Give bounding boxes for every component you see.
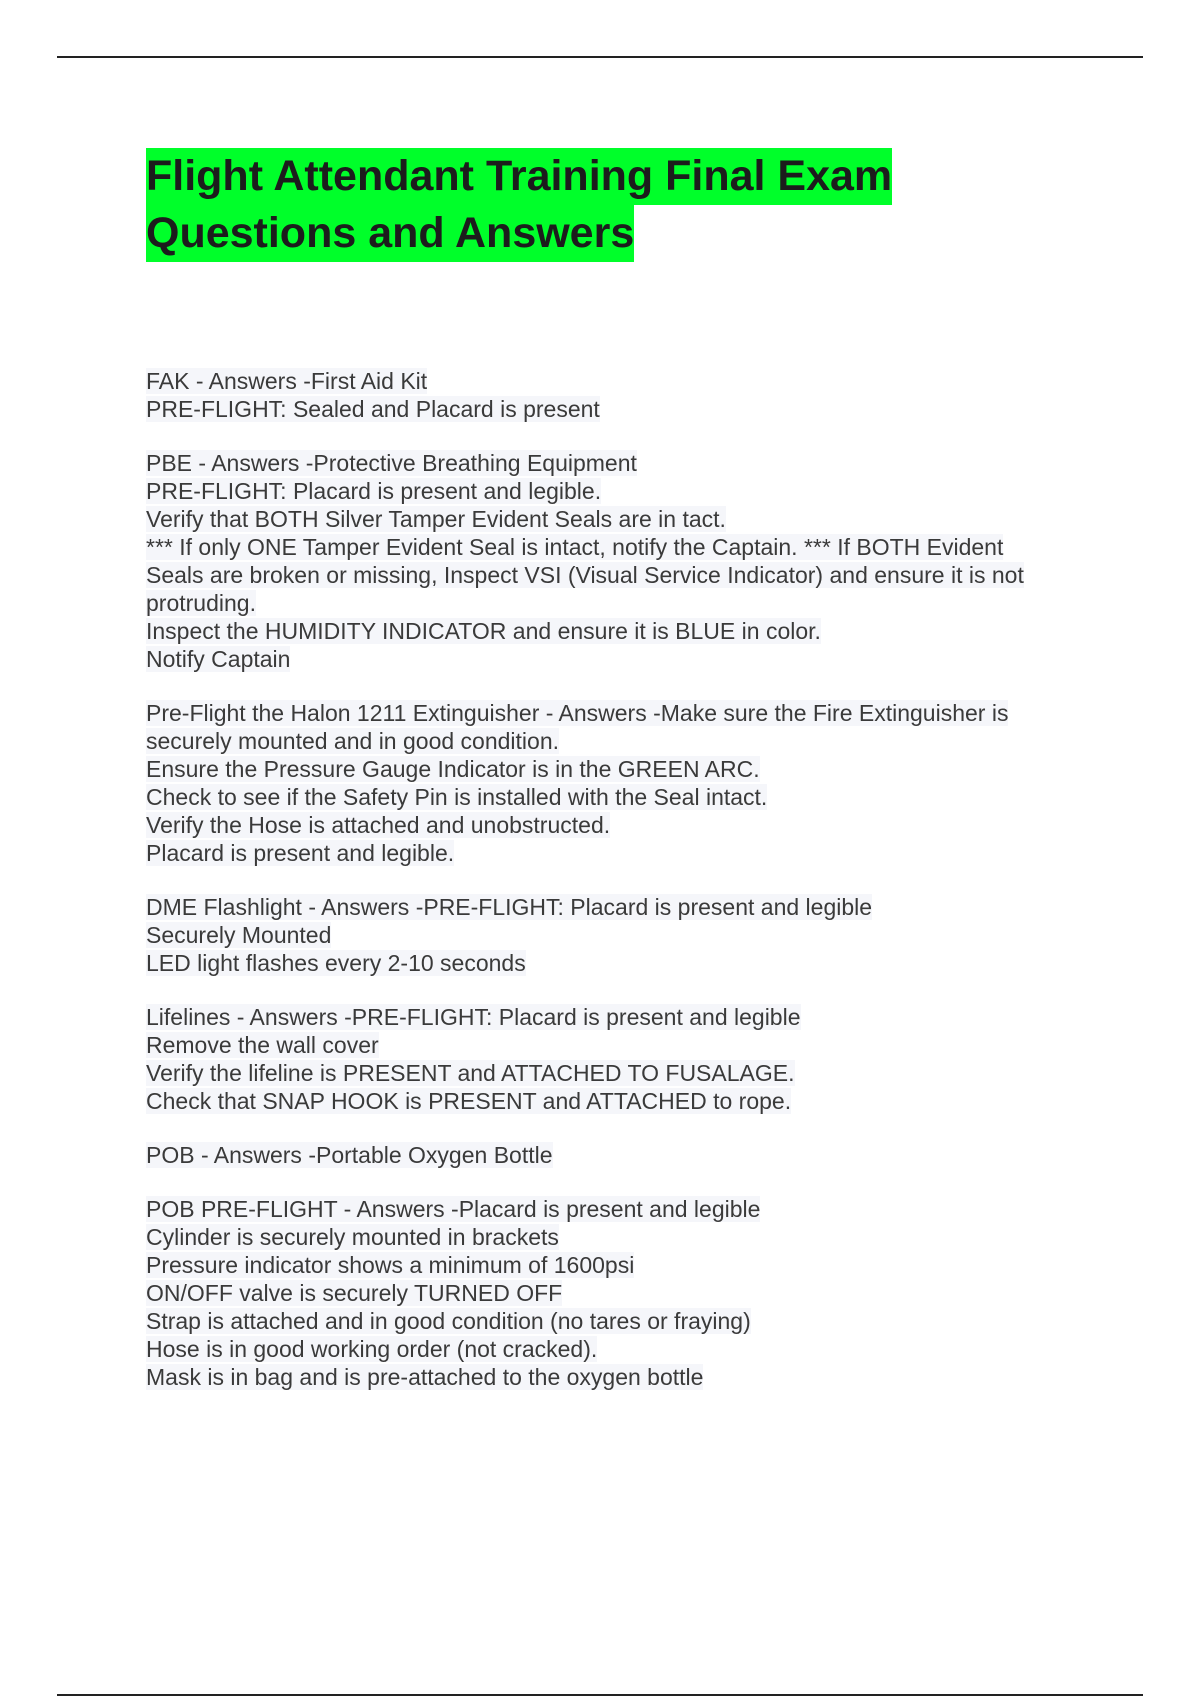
qa-line-text: Inspect the HUMIDITY INDICATOR and ensure it is BLUE in color. (146, 618, 821, 644)
qa-line-text: Ensure the Pressure Gauge Indicator is in the GREEN ARC. (146, 756, 760, 782)
qa-line-text: PRE-FLIGHT: Placard is present and legible. (146, 478, 602, 504)
qa-block (146, 1003, 1086, 1115)
qa-line (146, 1251, 1086, 1279)
qa-line-text: Notify Captain (146, 646, 291, 672)
qa-line (146, 783, 1086, 811)
qa-line-text: Check that SNAP HOOK is PRESENT and ATTACHED to rope. (146, 1088, 792, 1114)
qa-line (146, 395, 1086, 423)
qa-line-text: FAK - Answers -First Aid Kit (146, 368, 428, 394)
qa-block (146, 1195, 1086, 1391)
qa-line-text: Check to see if the Safety Pin is installed with the Seal intact. (146, 784, 768, 810)
qa-line-text: Cylinder is securely mounted in brackets (146, 1224, 559, 1250)
qa-line (146, 1141, 1086, 1169)
qa-line (146, 1279, 1086, 1307)
qa-line-text: protruding. (146, 590, 256, 616)
qa-line (146, 533, 1086, 561)
qa-line (146, 1363, 1086, 1391)
qa-line-text: Securely Mounted (146, 922, 332, 948)
qa-line (146, 1059, 1086, 1087)
qa-line (146, 561, 1086, 589)
qa-line-text: Pressure indicator shows a minimum of 1600psi (146, 1252, 635, 1278)
document-body (146, 367, 1086, 1417)
title-line-2: Questions and Answers (146, 205, 634, 262)
qa-line-text: PRE-FLIGHT: Sealed and Placard is present (146, 396, 600, 422)
qa-line (146, 727, 1086, 755)
qa-line-text: Verify the lifeline is PRESENT and ATTACHED TO FUSALAGE. (146, 1060, 795, 1086)
qa-line (146, 367, 1086, 395)
qa-line-text: LED light flashes every 2-10 seconds (146, 950, 526, 976)
qa-line (146, 505, 1086, 533)
qa-line (146, 921, 1086, 949)
qa-line-text: *** If only ONE Tamper Evident Seal is intact, notify the Captain. *** If BOTH Evident (146, 534, 1004, 560)
qa-line (146, 1031, 1086, 1059)
qa-line-text: DME Flashlight - Answers -PRE-FLIGHT: Placard is present and legible (146, 894, 873, 920)
qa-line-text: Remove the wall cover (146, 1032, 379, 1058)
qa-line (146, 645, 1086, 673)
qa-line-text: PBE - Answers -Protective Breathing Equipment (146, 450, 637, 476)
qa-line (146, 1307, 1086, 1335)
page-title (146, 148, 892, 262)
qa-line-text: Mask is in bag and is pre-attached to the oxygen bottle (146, 1364, 704, 1390)
qa-line-text: Seals are broken or missing, Inspect VSI (Visual Service Indicator) and ensure it is not (146, 562, 1024, 588)
title-line-1: Flight Attendant Training Final Exam (146, 148, 892, 205)
qa-line-text: Pre-Flight the Halon 1211 Extinguisher - Answers -Make sure the Fire Extinguisher is (146, 700, 1009, 726)
qa-line (146, 755, 1086, 783)
qa-line (146, 1003, 1086, 1031)
qa-block (146, 367, 1086, 423)
qa-line (146, 699, 1086, 727)
qa-line-text: Verify that BOTH Silver Tamper Evident Seals are in tact. (146, 506, 726, 532)
qa-line (146, 1335, 1086, 1363)
qa-line-text: POB - Answers -Portable Oxygen Bottle (146, 1142, 553, 1168)
footer-rule (57, 1694, 1143, 1696)
qa-line-text: POB PRE-FLIGHT - Answers -Placard is present and legible (146, 1196, 761, 1222)
qa-line (146, 1087, 1086, 1115)
qa-line-text: Hose is in good working order (not cracked). (146, 1336, 598, 1362)
qa-line (146, 839, 1086, 867)
qa-line-text: securely mounted and in good condition. (146, 728, 560, 754)
qa-line (146, 617, 1086, 645)
qa-line (146, 449, 1086, 477)
qa-block (146, 699, 1086, 867)
qa-line-text: Placard is present and legible. (146, 840, 455, 866)
qa-line (146, 811, 1086, 839)
qa-line (146, 949, 1086, 977)
qa-block (146, 893, 1086, 977)
qa-line (146, 477, 1086, 505)
qa-line-text: ON/OFF valve is securely TURNED OFF (146, 1280, 563, 1306)
qa-line-text: Strap is attached and in good condition (no tares or fraying) (146, 1308, 751, 1334)
qa-block (146, 449, 1086, 673)
qa-line (146, 589, 1086, 617)
qa-line (146, 893, 1086, 921)
qa-line (146, 1223, 1086, 1251)
qa-line (146, 1195, 1086, 1223)
qa-line-text: Verify the Hose is attached and unobstructed. (146, 812, 611, 838)
qa-line-text: Lifelines - Answers -PRE-FLIGHT: Placard is present and legible (146, 1004, 801, 1030)
qa-block (146, 1141, 1086, 1169)
header-rule (57, 56, 1143, 58)
